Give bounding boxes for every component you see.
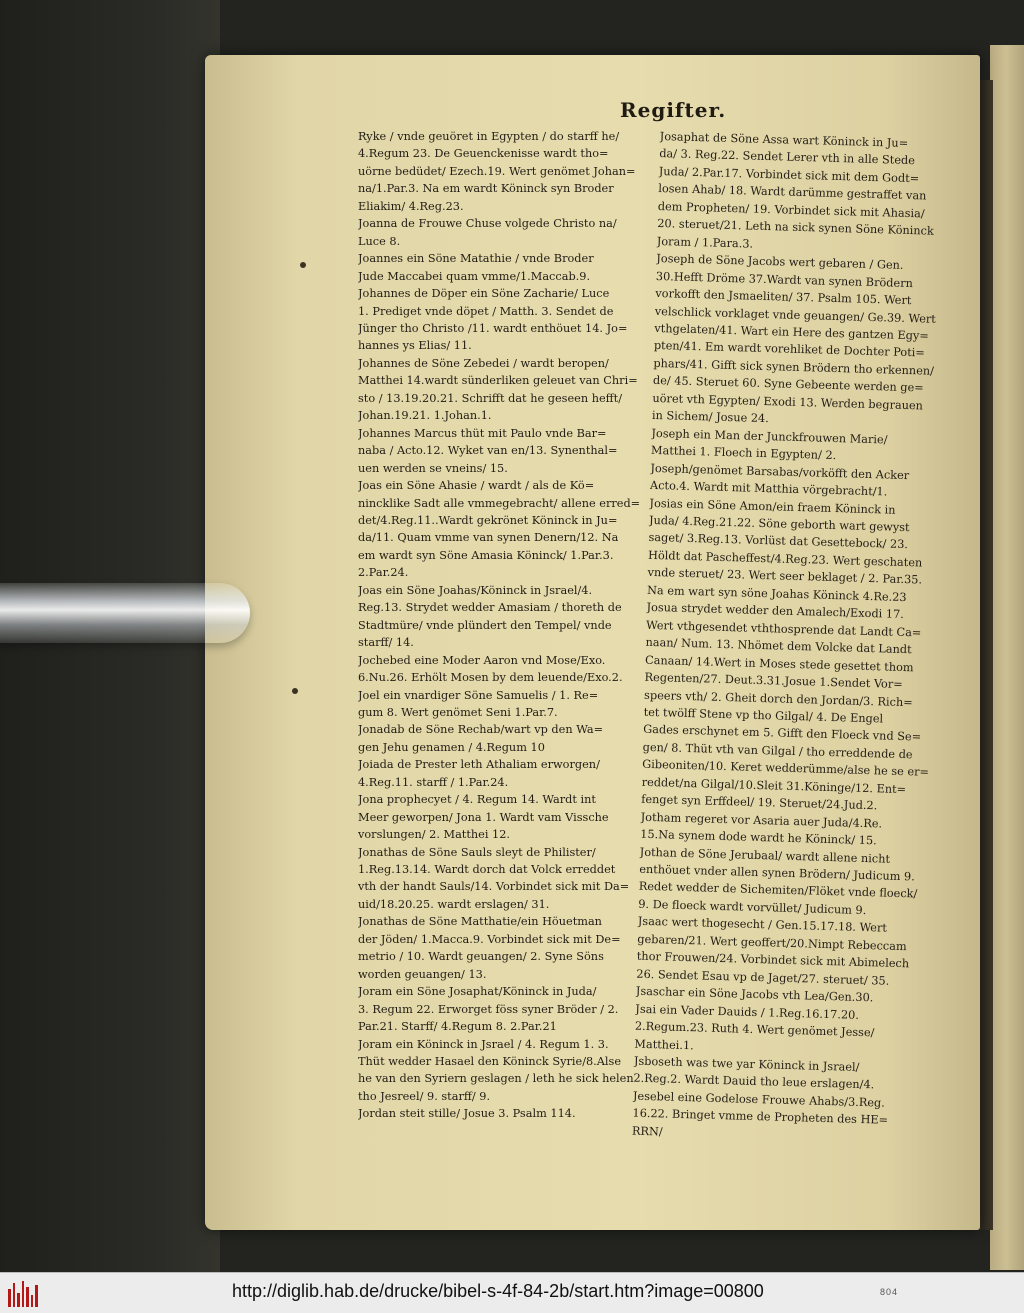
text-line: Josaphat de Söne Assa wart Köninck in Ju=	[659, 129, 909, 150]
text-line: Jünger tho Christo /11. wardt enthöuet 14. Jo=	[358, 321, 628, 335]
text-line: Juda/ 4.Reg.21.22. Söne geborth wart gewyst	[648, 513, 910, 535]
text-line: Joannes ein Söne Matathie / vnde Broder	[358, 252, 594, 266]
text-line: Juda/ 2.Par.17. Vorbindet sick mit dem Godt=	[658, 164, 920, 186]
text-line: reddet/na Gilgal/10.Sleit 31.Köninge/12. Ent=	[641, 775, 907, 796]
text-line: Ryke / vnde geuöret in Egypten / do starff he/	[358, 130, 620, 143]
glass-pointer	[0, 583, 250, 643]
text-line: sto / 13.19.20.21. Schrifft dat he geseen hefft/	[358, 391, 623, 405]
text-line: 1.Reg.13.14. Wardt dorch dat Volck erreddet	[358, 863, 616, 877]
text-line: 1. Prediget vnde döpet / Matth. 3. Sendet de	[358, 304, 614, 318]
text-line: Johannes de Döper ein Söne Zacharie/ Luce	[358, 287, 610, 301]
text-line: Jonadab de Söne Rechab/wart vp den Wa=	[358, 723, 604, 737]
text-line: Jonathas de Söne Matthatie/ein Höuetman	[358, 915, 602, 929]
text-line: Jsai ein Vader Dauids / 1.Reg.16.17.20.	[635, 1002, 860, 1022]
text-line: Joiada de Prester leth Athaliam erworgen/	[358, 758, 600, 772]
text-line: 2.Regum.23. Ruth 4. Wert genömet Jesse/	[634, 1019, 875, 1040]
text-line: der Jöden/ 1.Macca.9. Vorbindet sick mit De=	[358, 932, 621, 946]
text-line: Eliakim/ 4.Reg.23.	[358, 199, 464, 213]
text-line: Regenten/27. Deut.3.31.Josue 1.Sendet Vor=	[644, 670, 903, 692]
text-line: starff/ 14.	[358, 636, 414, 650]
text-line: he van den Syriern geslagen / leth he sick helen	[358, 1072, 634, 1086]
text-line: Joanna de Frouwe Chuse volgede Christo na/	[358, 217, 617, 231]
text-line: thor Frouwen/24. Vorbindet sick mit Abimelech	[636, 949, 910, 971]
text-line: uöret vth Egypten/ Exodi 13. Werden begrauen	[652, 391, 924, 413]
text-line: det/4.Reg.11..Wardt gekrönet Köninck in Ju=	[358, 513, 618, 527]
text-line: Jonathas de Söne Sauls sleyt de Philister/	[358, 845, 596, 859]
text-line: speers vth/ 2. Gheit dorch den Jordan/3. Rich=	[643, 688, 913, 709]
right-column	[632, 128, 962, 1148]
text-line: nincklike Sadt alle vmmegebracht/ allene erred=	[358, 496, 641, 510]
text-line: 9. De floeck wardt vorvüllet/ Judicum 9.	[638, 897, 867, 918]
text-line: Jordan steit stille/ Josue 3. Psalm 114.	[358, 1107, 576, 1121]
text-line: hannes ys Elias/ 11.	[358, 339, 472, 353]
text-line: vorkofft den Jsmaeliten/ 37. Psalm 105. Wert	[655, 287, 912, 308]
text-line: Matthei 14.wardt sünderliken geleuet van Chri=	[358, 374, 638, 388]
text-line: metrio / 10. Wardt geuangen/ 2. Syne Söns	[358, 950, 604, 964]
text-line: naan/ Num. 13. Nhömet dem Volcke dat Landt	[645, 635, 912, 657]
text-line: 30.Hefft Dröme 37.Wardt van synen Brödern	[655, 269, 914, 290]
text-line: tet twölff Stene vp tho Gilgal/ 4. De Engel	[643, 705, 884, 726]
text-line: Reg.13. Strydet wedder Amasiam / thoreth de	[358, 601, 622, 615]
text-line: Par.21. Starff/ 4.Regum 8. 2.Par.21	[358, 1020, 557, 1034]
text-line: em wardt syn Söne Amasia Köninck/ 1.Par.3.	[358, 548, 614, 562]
text-line: Redet wedder de Sichemiten/Flöket vnde floeck/	[638, 880, 918, 901]
text-line: Joram ein Köninck in Jsrael / 4. Regum 1. 3.	[358, 1037, 609, 1051]
text-line: losen Ahab/ 18. Wardt darümme gestraffet van	[658, 182, 927, 203]
text-line: gen/ 8. Thüt vth van Gilgal / tho erreddende de	[642, 740, 913, 762]
text-line: Johannes Marcus thüt mit Paulo vnde Bar=	[358, 426, 607, 440]
viewer-footer	[0, 1272, 1024, 1313]
text-line: Gibeoniten/10. Keret wedderümme/alse he se er=	[642, 758, 930, 780]
text-line: Josua strydet wedder den Amalech/Exodi 17.	[646, 601, 904, 622]
text-line: Na em wart syn söne Joahas Köninck 4.Re.23	[646, 583, 907, 604]
text-line: 15.Na synem dode wardt he Köninck/ 15.	[640, 827, 877, 848]
text-line: Thüt wedder Hasael den Köninck Syrie/8.Alse	[358, 1055, 622, 1069]
text-line: Joas ein Söne Joahas/Köninck in Jsrael/4.	[358, 583, 593, 597]
text-line: 6.Nu.26. Erhölt Mosen by dem leuende/Exo.2.	[358, 671, 623, 685]
frame-number: 804	[880, 1287, 899, 1297]
text-line: velschlick vorklaget vnde geuangen/ Ge.39. Wert	[654, 304, 936, 326]
text-line: Jotham regeret vor Asaria auer Juda/4.Re.	[640, 810, 883, 831]
text-line: vth der handt Sauls/14. Vorbindet sick mit Da=	[358, 880, 630, 894]
text-line: phars/41. Gifft sick synen Brödern tho erkennen/	[653, 356, 935, 378]
text-line: Matthei 1. Floech in Egypten/ 2.	[650, 444, 837, 463]
text-line: vorslungen/ 2. Matthei 12.	[358, 828, 511, 842]
text-line: Jsboseth was twe yar Köninck in Jsrael/	[633, 1054, 860, 1074]
text-line: Matthei.1.	[634, 1037, 694, 1052]
text-line: tho Jesreel/ 9. starff/ 9.	[358, 1089, 491, 1103]
text-line: Joas ein Söne Ahasie / wardt / als de Kö=	[358, 479, 595, 493]
text-line: 16.22. Bringet vmme de Propheten des HE=	[632, 1106, 889, 1128]
text-line: Meer geworpen/ Jona 1. Wardt vam Vissche	[358, 810, 609, 824]
text-line: 2.Par.24.	[358, 566, 409, 580]
text-line: Jsaac wert thogesecht / Gen.15.17.18. Wert	[637, 915, 888, 936]
text-line: Joseph de Söne Jacobs wert gebaren / Gen.	[656, 252, 904, 273]
text-line: vnde steruet/ 23. Wert seer beklaget / 2. Par.35.	[647, 566, 923, 587]
text-line: enthöuet vnder allen synen Brödern/ Judicum 9.	[639, 862, 915, 884]
text-line: Jothan de Söne Jerubaal/ wardt allene nicht	[639, 845, 891, 866]
text-line: dem Propheten/ 19. Vorbindet sick mit Ahasia/	[657, 199, 925, 221]
text-line: uen werden se vneins/ 15.	[358, 461, 508, 475]
text-line: uörne bedüdet/ Ezech.19. Wert genömet Johan=	[358, 164, 636, 178]
text-line: Johannes de Söne Zebedei / wardt beropen/	[358, 356, 609, 370]
text-line: da/ 3. Reg.22. Sendet Lerer vth in alle Stede	[659, 147, 916, 168]
text-line: Josias ein Söne Amon/ein fraem Köninck in	[649, 496, 896, 517]
text-line: Jochebed eine Moder Aaron vnd Mose/Exo.	[358, 653, 606, 667]
text-line: Jsaschar ein Söne Jacobs vth Lea/Gen.30.	[635, 984, 874, 1005]
text-line: Joseph ein Man der Junckfrouwen Marie/	[651, 426, 888, 447]
text-line: Johan.19.21. 1.Johan.1.	[358, 409, 492, 423]
text-line: de/ 45. Steruet 60. Syne Gebeente werden ge=	[652, 374, 924, 395]
left-column	[358, 128, 656, 1123]
text-line: gen Jehu genamen / 4.Regum 10	[358, 740, 545, 754]
text-line: Höldt dat Pascheffest/4.Reg.23. Wert geschaten	[647, 548, 923, 570]
text-line: gum 8. Wert genömet Seni 1.Par.7.	[358, 705, 558, 719]
text-line: in Sichem/ Josue 24.	[651, 409, 769, 426]
text-line: Wert vthgesendet vththosprende dat Landt Ca=	[645, 618, 922, 640]
text-line: Jude Maccabei quam vmme/1.Maccab.9.	[358, 269, 591, 283]
text-line: vthgelaten/41. Wart ein Here des gantzen Egy=	[654, 321, 930, 343]
text-line: Joram / 1.Para.3.	[656, 234, 754, 251]
text-line: Gades erschynet em 5. Gifft den Floeck vnd Se=	[643, 723, 922, 744]
text-line: Joel ein vnardiger Söne Samuelis / 1. Re=	[358, 688, 599, 702]
text-line: Jesebel eine Godelose Frouwe Ahabs/3.Reg.	[632, 1089, 886, 1110]
text-line: da/11. Quam vmme van synen Denern/12. Na	[358, 531, 619, 545]
library-logo-icon	[8, 1279, 38, 1307]
text-line: 2.Reg.2. Wardt Dauid tho leue erslagen/4.	[633, 1072, 875, 1092]
text-line: 26. Sendet Esau vp de Jaget/27. steruet/ 35.	[636, 967, 890, 988]
page-heading: Regifter.	[620, 98, 727, 122]
text-line: Joseph/genömet Barsabas/vorköfft den Acker	[650, 461, 910, 482]
page-hole	[300, 262, 306, 268]
page-hole	[292, 688, 298, 694]
text-line: 4.Regum 23. De Geuenckenisse wardt tho=	[358, 147, 609, 161]
facing-page-edge	[990, 45, 1024, 1270]
text-line: fenget syn Erffdeel/ 19. Steruet/24.Jud.2.	[641, 792, 878, 813]
text-line: 20. steruet/21. Leth na sick synen Söne Köninck	[657, 217, 934, 238]
text-line: Acto.4. Wardt mit Matthia vörgebracht/1.	[649, 478, 888, 499]
text-line: gebaren/21. Wert geoffert/20.Nimpt Rebeccam	[637, 932, 907, 954]
text-line: Jona prophecyet / 4. Regum 14. Wardt int	[358, 793, 596, 807]
text-line: worden geuangen/ 13.	[358, 967, 487, 981]
text-line: saget/ 3.Reg.13. Vorlüst dat Gesettebock/ 23.	[648, 531, 909, 552]
text-line: naba / Acto.12. Wyket van en/13. Synenthal=	[358, 444, 618, 458]
text-line: pten/41. Em wardt vorehliket de Dochter Poti=	[653, 339, 925, 360]
text-line: Canaan/ 14.Wert in Moses stede gesettet thom	[644, 653, 914, 674]
source-url[interactable]: http://diglib.hab.de/drucke/bibel-s-4f-84-2b/start.htm?image=00800	[232, 1281, 764, 1301]
text-line: Luce 8.	[358, 234, 401, 248]
text-line: Joram ein Söne Josaphat/Köninck in Juda/	[358, 985, 597, 999]
text-line: Stadtmüre/ vnde plündert den Tempel/ vnde	[358, 618, 612, 632]
text-line: 4.Reg.11. starff / 1.Par.24.	[358, 775, 509, 789]
text-line: uid/18.20.25. wardt erslagen/ 31.	[358, 897, 550, 911]
text-line: na/1.Par.3. Na em wardt Köninck syn Broder	[358, 182, 614, 196]
text-line: 3. Regum 22. Erworget föss syner Bröder / 2.	[358, 1002, 619, 1016]
text-line: RRN/	[631, 1124, 663, 1139]
